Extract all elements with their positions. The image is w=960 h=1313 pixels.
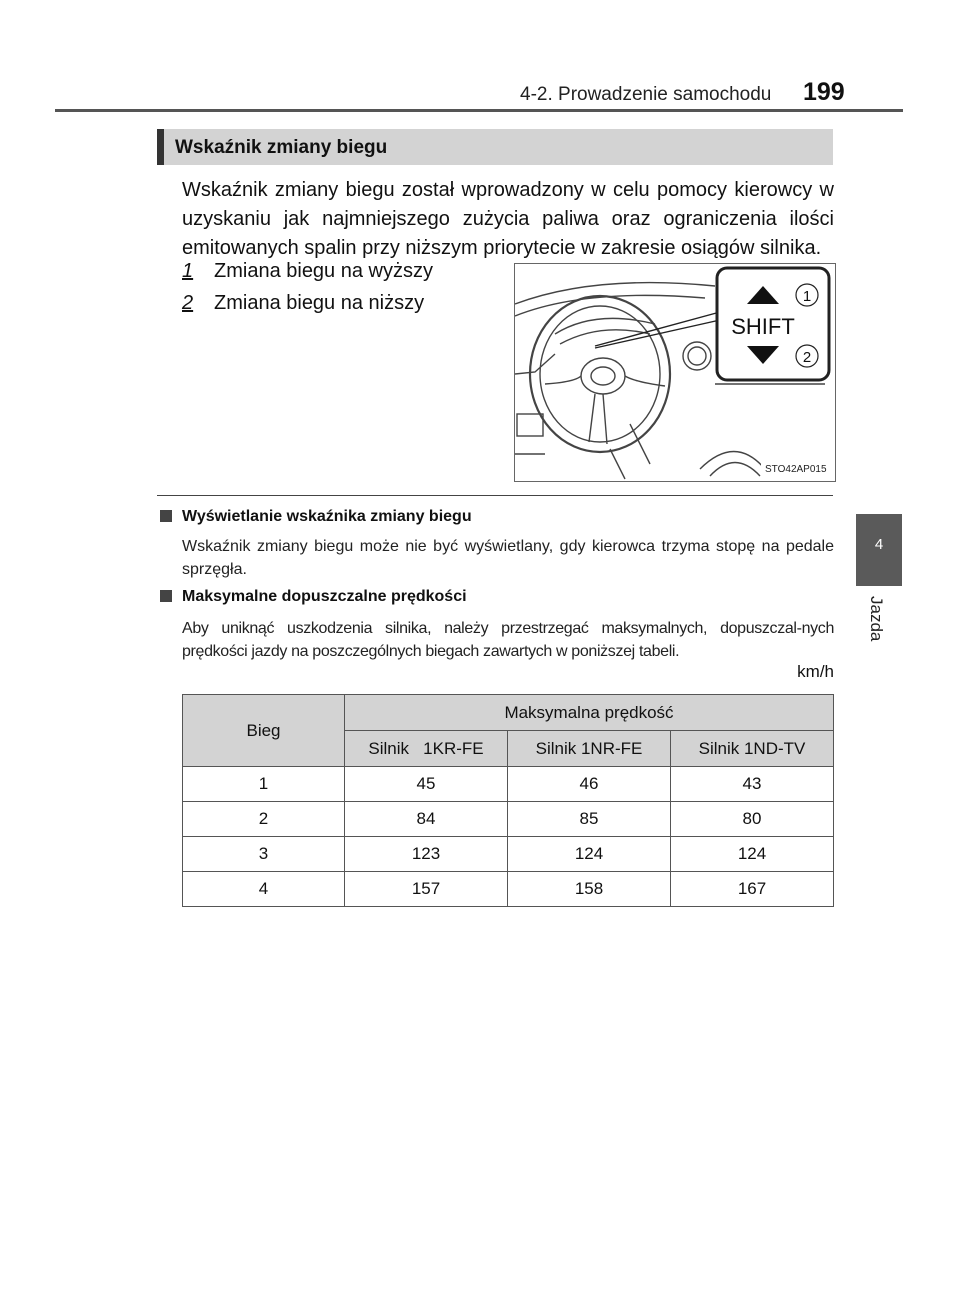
- table-cell: 80: [671, 802, 834, 837]
- note-heading-text: Wyświetlanie wskaźnika zmiany biegu: [182, 508, 472, 525]
- header-gear: Bieg: [183, 695, 345, 767]
- max-speed-table: [182, 694, 834, 907]
- callout-upshift: [182, 260, 433, 283]
- marker-2-text: 2: [802, 349, 812, 366]
- table-cell: 43: [671, 767, 834, 802]
- square-bullet-icon: [160, 510, 172, 522]
- section-divider: [157, 495, 833, 496]
- table-row: [183, 872, 834, 907]
- chapter-tab: [856, 514, 902, 586]
- header-rule: [55, 109, 903, 112]
- callout-text: Zmiana biegu na wyższy: [214, 260, 433, 282]
- callout-number: 2: [182, 292, 194, 314]
- chapter-tab-number: 4: [874, 536, 884, 553]
- table-cell: 46: [508, 767, 671, 802]
- table-row: [183, 837, 834, 872]
- table-cell: 2: [183, 802, 345, 837]
- running-header-section: 4-2. Prowadzenie samochodu: [520, 84, 772, 105]
- header-engine: Silnik 1ND-TV: [671, 731, 834, 767]
- page-number: 199: [803, 78, 845, 106]
- table-cell: 167: [671, 872, 834, 907]
- table-cell: 158: [508, 872, 671, 907]
- header-engine: Silnik 1NR-FE: [508, 731, 671, 767]
- section-title-box: [157, 129, 833, 165]
- note-heading-max-speeds: [160, 588, 467, 606]
- note-text-max-speeds: Aby uniknąć uszkodzenia silnika, należy przestrzegać maksymalnych, dopuszczal-nych prędkości jazdy na poszczególnych biegach zawartych w poniższej tabeli.: [182, 620, 834, 660]
- marker-1-text: 1: [802, 288, 812, 305]
- note-text-display: Wskaźnik zmiany biegu może nie być wyświetlany, gdy kierowca trzyma stopę na pedale sprzęgła.: [182, 538, 834, 578]
- callout-number: 1: [182, 260, 194, 282]
- table-cell: 123: [345, 837, 508, 872]
- section-title-bar: [157, 129, 164, 165]
- header-engine: Silnik 1KR-FE: [345, 731, 508, 767]
- header-max-speed: Maksymalna prędkość: [345, 695, 834, 731]
- table-cell: 124: [508, 837, 671, 872]
- table-cell: 45: [345, 767, 508, 802]
- section-title: Wskaźnik zmiany biegu: [175, 137, 388, 158]
- table-row: [183, 767, 834, 802]
- shift-label: SHIFT: [731, 314, 795, 339]
- note-heading-display: [160, 508, 472, 526]
- dashboard-illustration: [514, 263, 836, 482]
- table-cell: 124: [671, 837, 834, 872]
- table-cell: 3: [183, 837, 345, 872]
- table-cell: 4: [183, 872, 345, 907]
- chapter-tab-label: Jazda: [867, 596, 886, 642]
- note-heading-text: Maksymalne dopuszczalne prędkości: [182, 588, 467, 605]
- figure-code: STO42AP015: [765, 464, 827, 475]
- table-cell: 85: [508, 802, 671, 837]
- square-bullet-icon: [160, 590, 172, 602]
- table-cell: 1: [183, 767, 345, 802]
- callout-text: Zmiana biegu na niższy: [214, 292, 425, 314]
- callout-downshift: [182, 292, 424, 315]
- table-unit: km/h: [797, 662, 834, 681]
- table-cell: 84: [345, 802, 508, 837]
- dashboard-drawing: [515, 264, 835, 481]
- table-cell: 157: [345, 872, 508, 907]
- table-row: [183, 802, 834, 837]
- intro-paragraph: Wskaźnik zmiany biegu został wprowadzony w celu pomocy kierowcy w uzyskaniu jak najmniejszego zużycia paliwa oraz ograniczenia ilości emitowanych spalin przy niższym priorytecie w zakresie osiągów silnika.: [182, 179, 834, 259]
